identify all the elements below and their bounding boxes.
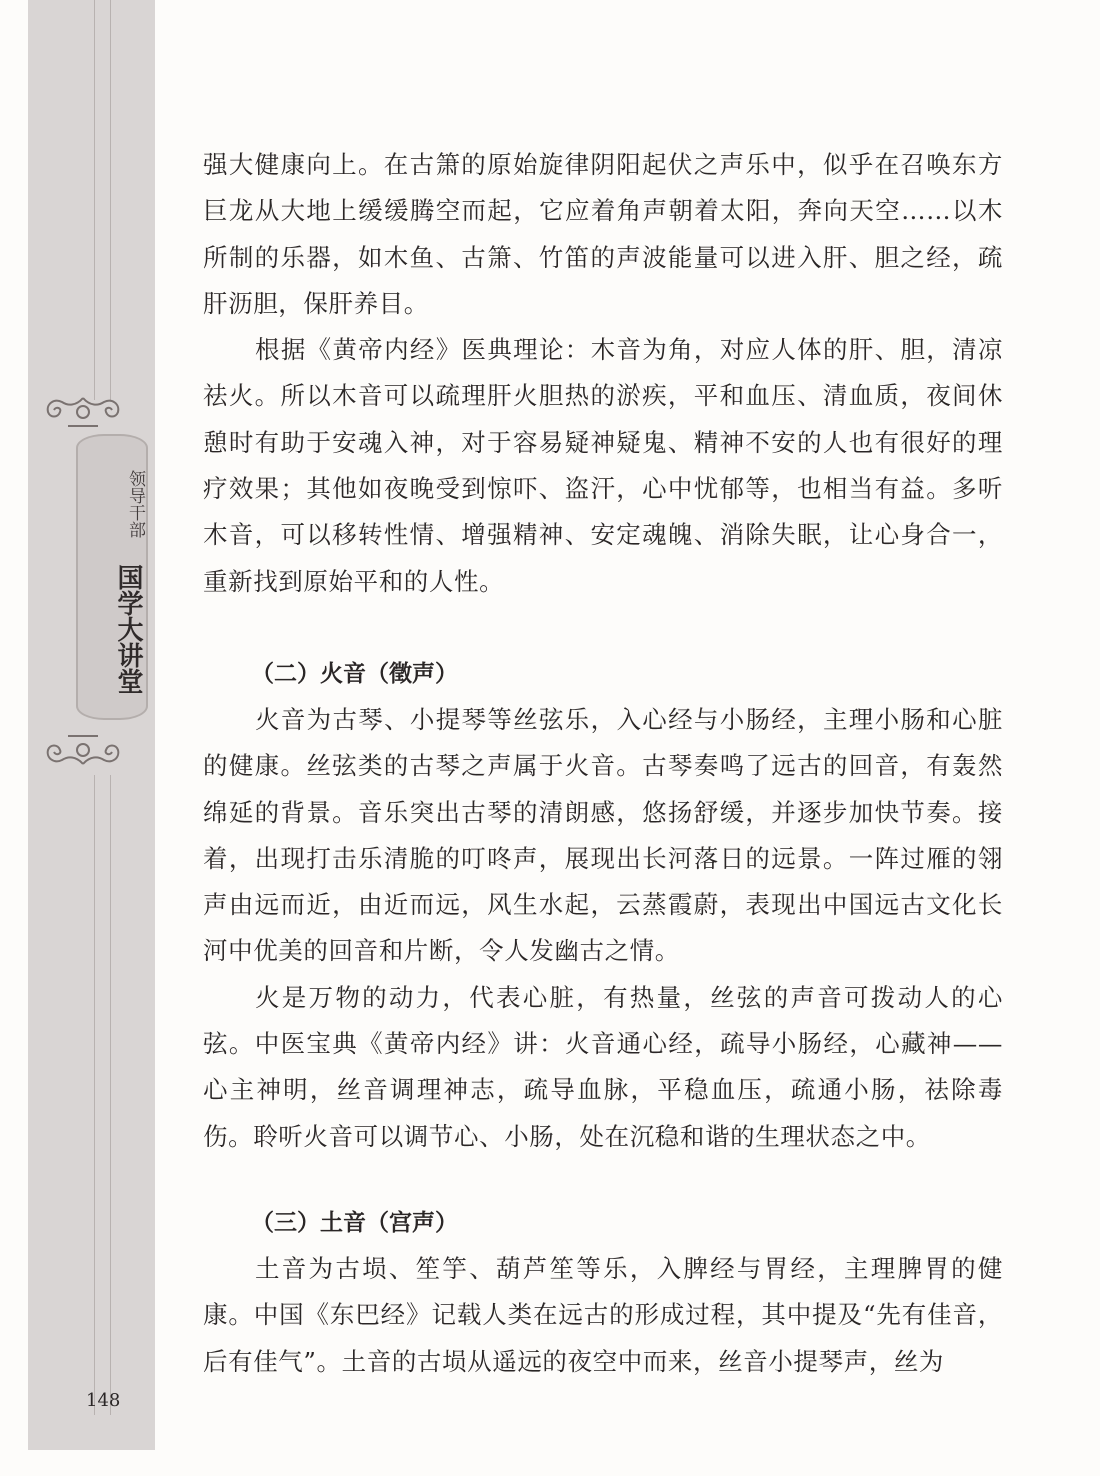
section-heading: （二）火音（徵声） xyxy=(251,659,458,687)
paragraph: 土音为古埙、笙竽、葫芦笙等乐，入脾经与胃经，主理脾胃的健康。中国《东巴经》记载人类在远古的形成过程，其中提及“先有佳音，后有佳气”。土音的古埙从遥远的夜空中而来，丝音小提琴声，丝为 xyxy=(203,1253,1003,1376)
series-title: 国学大讲堂 xyxy=(113,564,143,694)
sidebar-rule xyxy=(94,0,95,400)
sidebar-rule xyxy=(110,775,111,1415)
sidebar-rule xyxy=(94,775,95,1415)
page-body xyxy=(203,142,1003,1385)
series-title-plate xyxy=(76,434,148,720)
series-small-text: 领导干部 xyxy=(125,470,145,538)
bottom-ornament-icon xyxy=(38,722,128,770)
paragraph: 强大健康向上。在古箫的原始旋律阴阳起伏之声乐中，似乎在召唤东方巨龙从大地上缓缓腾空而起，它应着角声朝着太阳，奔向天空……以木所制的乐器，如木鱼、古箫、竹笛的声波能量可以进入肝、胆之经，疏肝沥胆，保肝养目。 xyxy=(203,150,1003,318)
section-heading: （三）土音（宫声） xyxy=(251,1208,458,1236)
page-number: 148 xyxy=(86,1390,121,1411)
paragraph: 火音为古琴、小提琴等丝弦乐，入心经与小肠经，主理小肠和心脏的健康。丝弦类的古琴之声属于火音。古琴奏鸣了远古的回音，有轰然绵延的背景。音乐突出古琴的清朗感，悠扬舒缓，并逐步加快节奏。接着，出现打击乐清脆的叮咚声，展现出长河落日的远景。一阵过雁的翎声由远而近，由近而远，风生水起，云蒸霞蔚，表现出中国远古文化长河中优美的回音和片断，令人发幽古之情。 xyxy=(203,704,1003,966)
top-ornament-icon xyxy=(38,392,128,440)
paragraph: 火是万物的动力，代表心脏，有热量，丝弦的声音可拨动人的心弦。中医宝典《黄帝内经》讲：火音通心经，疏导小肠经，心藏神——心主神明，丝音调理神志，疏导血脉，平稳血压，疏通小肠，祛除毒伤。聆听火音可以调节心、小肠，处在沉稳和谐的生理状态之中。 xyxy=(203,982,1003,1151)
sidebar-rule xyxy=(110,0,111,400)
paragraph: 根据《黄帝内经》医典理论：木音为角，对应人体的肝、胆，清凉祛火。所以木音可以疏理肝火胆热的淤疾，平和血压、清血质，夜间休憩时有助于安魂入神，对于容易疑神疑鬼、精神不安的人也有很好的理疗效果；其他如夜晚受到惊吓、盗汗，心中忧郁等，也相当有益。多听木音，可以移转性情、增强精神、安定魂魄、消除失眠，让心身合一，重新找到原始平和的人性。 xyxy=(203,335,1003,596)
